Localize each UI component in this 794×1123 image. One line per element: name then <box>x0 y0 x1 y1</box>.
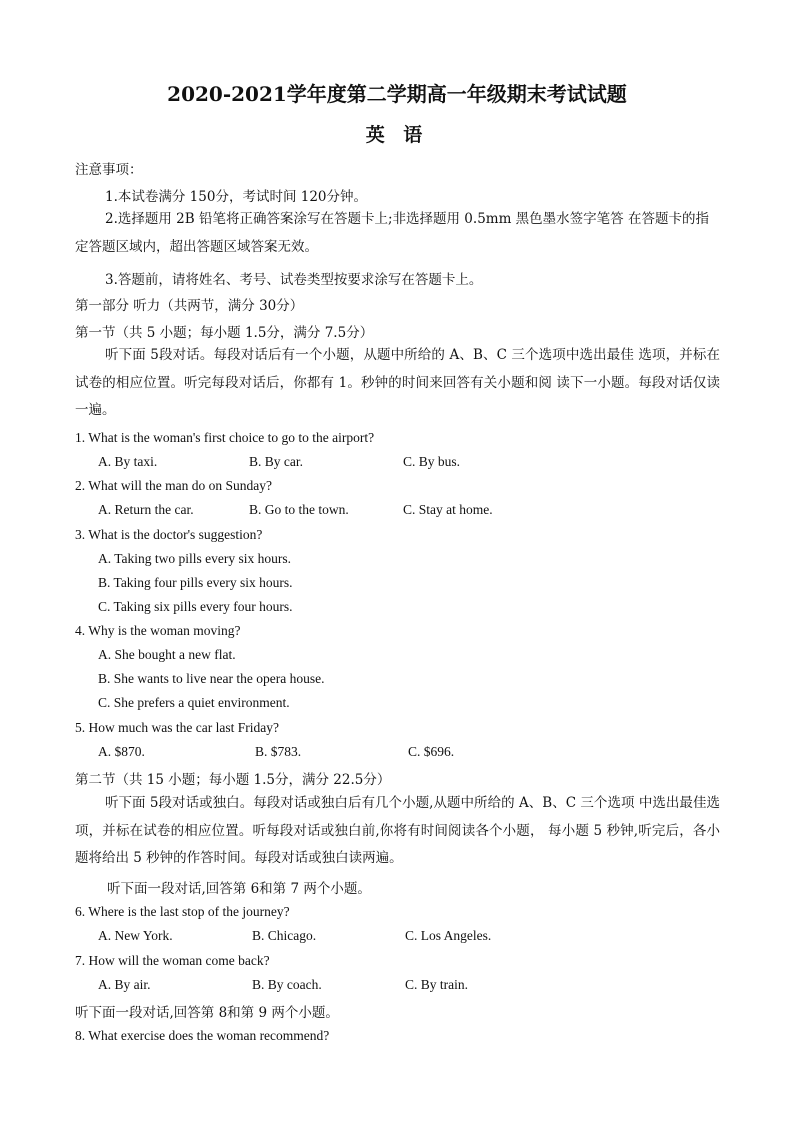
q6-option-a: A. New York. <box>98 928 173 943</box>
notice-item-1: 1.本试卷满分 150分，考试时间 120分钟。 <box>105 189 367 205</box>
exam-title: 2020-2021学年度第二学期高一年级期末考试试题 <box>167 82 627 106</box>
q6-option-c: C. Los Angeles. <box>405 928 492 943</box>
part1-heading: 第一部分 听力（共两节，满分 30分） <box>75 298 304 314</box>
section2-heading: 第二节（共 15 小题；每小题 1.5分，满分 22.5分） <box>75 772 391 788</box>
section1-heading: 第一节（共 5 小题；每小题 1.5分，满分 7.5分） <box>75 325 374 341</box>
question-3: 3. What is the doctor's suggestion? <box>75 527 263 542</box>
question-8: 8. What exercise does the woman recommend? <box>75 1028 330 1043</box>
notice-item-3: 3.答题前，请将姓名、考号、试卷类型按要求涂写在答题卡上。 <box>105 272 483 288</box>
q1-option-c: C. By bus. <box>403 454 461 469</box>
q7-option-c: C. By train. <box>405 977 468 992</box>
section1-instructions: 听下面 5段对话。每段对话后有一个小题，从题中所给的 A、B、C 三个选项中选出最佳 选项，并标在试卷的相应位置。听完每段对话后，你都有 1。秒钟的时间来回答有关小题和阅 读下一小题。每段对话仅读一遍。 <box>75 347 720 418</box>
q1-option-b: B. By car. <box>249 454 303 469</box>
dialogue-intro-6-7: 听下面一段对话,回答第 6和第 7 两个小题。 <box>107 881 371 897</box>
q3-option-a: A. Taking two pills every six hours. <box>98 551 292 566</box>
notice-heading: 注意事项： <box>75 162 143 178</box>
dialogue-intro-8-9: 听下面一段对话,回答第 8和第 9 两个小题。 <box>75 1005 339 1021</box>
question-7: 7. How will the woman come back? <box>75 953 270 968</box>
q7-option-a: A. By air. <box>98 977 151 992</box>
question-2: 2. What will the man do on Sunday? <box>75 478 272 493</box>
q5-option-c: C. $696. <box>408 744 455 759</box>
question-5: 5. How much was the car last Friday? <box>75 720 279 735</box>
q3-option-b: B. Taking four pills every six hours. <box>98 575 293 590</box>
q1-option-a: A. By taxi. <box>98 454 158 469</box>
q2-option-b: B. Go to the town. <box>249 502 349 517</box>
subject-title: 英 语 <box>365 124 429 146</box>
section2-instructions: 听下面 5段对话或独白。每段对话或独白后有几个小题,从题中所给的 A、B、C 三个选项 中选出最佳选项，并标在试卷的相应位置。听每段对话或独白前,你将有时间阅读各个小题， 每小题 5 秒钟,听完后，各小题将给出 5 秒钟的作答时间。每段对话或独白读两遍。 <box>75 795 720 866</box>
question-6: 6. Where is the last stop of the journey? <box>75 904 290 919</box>
q3-option-c: C. Taking six pills every four hours. <box>98 599 293 614</box>
q4-option-b: B. She wants to live near the opera house. <box>98 671 325 686</box>
question-1: 1. What is the woman's first choice to go to the airport? <box>75 430 375 445</box>
notice-item-2: 2.选择题用 2B 铅笔将正确答案涂写在答题卡上;非选择题用 0.5mm 黑色墨水签字笔答 在答题卡的指定答题区域内，超出答题区域答案无效。 <box>75 211 709 255</box>
q2-option-a: A. Return the car. <box>98 502 194 517</box>
q4-option-c: C. She prefers a quiet environment. <box>98 695 290 710</box>
q5-option-a: A. $870. <box>98 744 145 759</box>
q6-option-b: B. Chicago. <box>252 928 317 943</box>
q2-option-c: C. Stay at home. <box>403 502 493 517</box>
q4-option-a: A. She bought a new flat. <box>98 647 236 662</box>
question-4: 4. Why is the woman moving? <box>75 623 241 638</box>
q7-option-b: B. By coach. <box>252 977 322 992</box>
q5-option-b: B. $783. <box>255 744 302 759</box>
